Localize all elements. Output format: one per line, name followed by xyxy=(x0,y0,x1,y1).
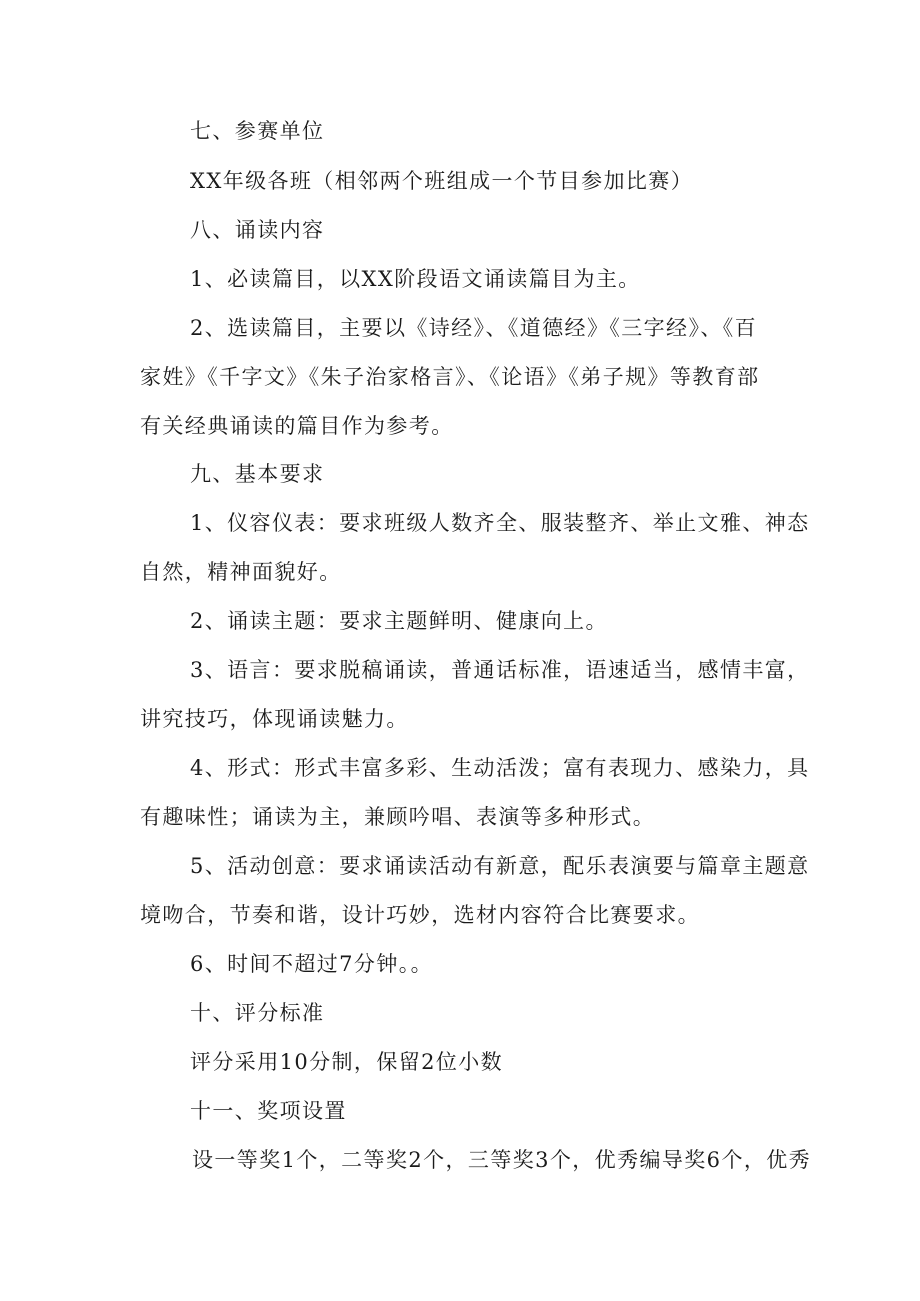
paragraph-optional-reading-line1: 2、选读篇目，主要以《诗经》、《道德经》《三字经》、《百 xyxy=(190,316,758,340)
paragraph-form-line2: 有趣味性；诵读为主，兼顾吟唱、表演等多种形式。 xyxy=(140,805,656,829)
paragraph-creativity-line1: 5、活动创意：要求诵读活动有新意，配乐表演要与篇章主题意 xyxy=(190,854,810,878)
paragraph-appearance-line1: 1、仪容仪表：要求班级人数齐全、服装整齐、举止文雅、神态 xyxy=(190,511,810,535)
heading-awards: 十一、奖项设置 xyxy=(190,1099,347,1123)
paragraph-creativity-line2: 境吻合，节奏和谐，设计巧妙，选材内容符合比赛要求。 xyxy=(140,903,700,927)
paragraph-language-line1: 3、语言：要求脱稿诵读，普通话标准，语速适当，感情丰富， xyxy=(190,658,810,682)
heading-participants: 七、参赛单位 xyxy=(190,119,325,143)
paragraph-awards: 设一等奖1个，二等奖2个，三等奖3个，优秀编导奖6个，优秀 xyxy=(192,1148,812,1172)
heading-reading-content: 八、诵读内容 xyxy=(190,218,325,242)
paragraph-time-limit: 6、时间不超过7分钟。。 xyxy=(190,952,434,976)
paragraph-appearance-line2: 自然，精神面貌好。 xyxy=(140,560,342,584)
heading-scoring: 十、评分标准 xyxy=(190,1001,325,1025)
paragraph-theme: 2、诵读主题：要求主题鲜明、健康向上。 xyxy=(190,609,608,633)
paragraph-required-reading: 1、必读篇目，以XX阶段语文诵读篇目为主。 xyxy=(190,267,641,291)
paragraph-participants: XX年级各班（相邻两个班组成一个节目参加比赛） xyxy=(190,169,694,193)
paragraph-optional-reading-line2: 家姓》《千字文》《朱子治家格言》、《论语》《弟子规》等教育部 xyxy=(140,365,760,389)
heading-basic-requirements: 九、基本要求 xyxy=(190,462,325,486)
paragraph-language-line2: 讲究技巧，体现诵读魅力。 xyxy=(140,707,409,731)
paragraph-form-line1: 4、形式：形式丰富多彩、生动活泼；富有表现力、感染力，具 xyxy=(190,756,810,780)
paragraph-optional-reading-line3: 有关经典诵读的篇目作为参考。 xyxy=(140,414,454,438)
paragraph-scoring: 评分采用10分制，保留2位小数 xyxy=(190,1050,504,1074)
